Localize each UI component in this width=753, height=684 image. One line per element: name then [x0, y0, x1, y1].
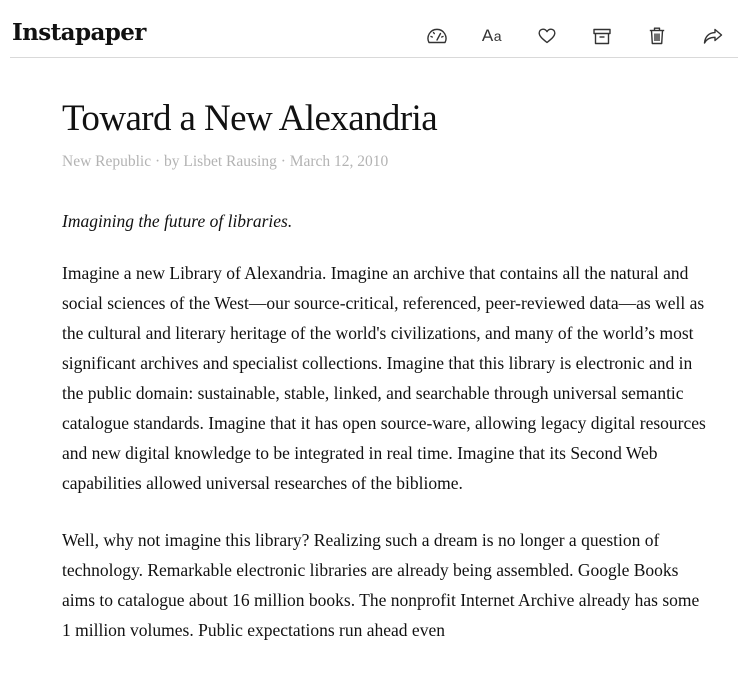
top-bar	[0, 0, 753, 60]
text-settings-icon-small: a	[493, 28, 503, 44]
text-settings-icon	[482, 26, 502, 46]
article-lede: Imagining the future of libraries.	[62, 211, 293, 231]
article-title: Toward a New Alexandria	[62, 98, 438, 139]
text-settings-icon-big: A	[481, 26, 494, 45]
text-settings-button[interactable]	[477, 21, 507, 51]
article-meta: New Republic · by Lisbet Rausing · March 12, 2010	[62, 153, 389, 170]
header-divider	[10, 57, 738, 58]
share-icon	[703, 28, 723, 44]
article	[62, 96, 712, 645]
share-button[interactable]	[698, 21, 728, 51]
trash-icon	[649, 27, 665, 45]
article-paragraph: Imagine a new Library of Alexandria. Imagine an archive that contains all the natural and social sciences of the West—our source-critical, referenced, peer-reviewed data—as well as the cultural and literary heritage of the world's civilizations, and many of the world’s most significant archives and specialist collections. Imagine that this library is electronic and in the public domain: sustainable, stable, linked, and searchable through universal semantic catalogue standards. Imagine that it has open source-ware, allowing legacy digital resources and new digital knowledge to be integrated in real time. Imagine that its Second Web capabilities allowed universal researches of the bibliome.	[62, 263, 706, 493]
like-button[interactable]	[532, 21, 562, 51]
brand-logo[interactable]: Instapaper	[12, 19, 146, 46]
reader-toolbar	[0, 21, 753, 51]
delete-button[interactable]	[642, 21, 672, 51]
heart-icon	[538, 28, 556, 44]
archive-icon	[593, 28, 611, 45]
speed-reading-icon	[426, 26, 448, 46]
speed-reading-button[interactable]	[422, 21, 452, 51]
article-paragraph: Well, why not imagine this library? Realizing such a dream is no longer a question of technology. Remarkable electronic libraries are already being assembled. Google Books aims to catalogue about 16 million books. The nonprofit Internet Archive already has some 1 million volumes. Public expectations run ahead even	[62, 530, 700, 640]
archive-button[interactable]	[587, 21, 617, 51]
